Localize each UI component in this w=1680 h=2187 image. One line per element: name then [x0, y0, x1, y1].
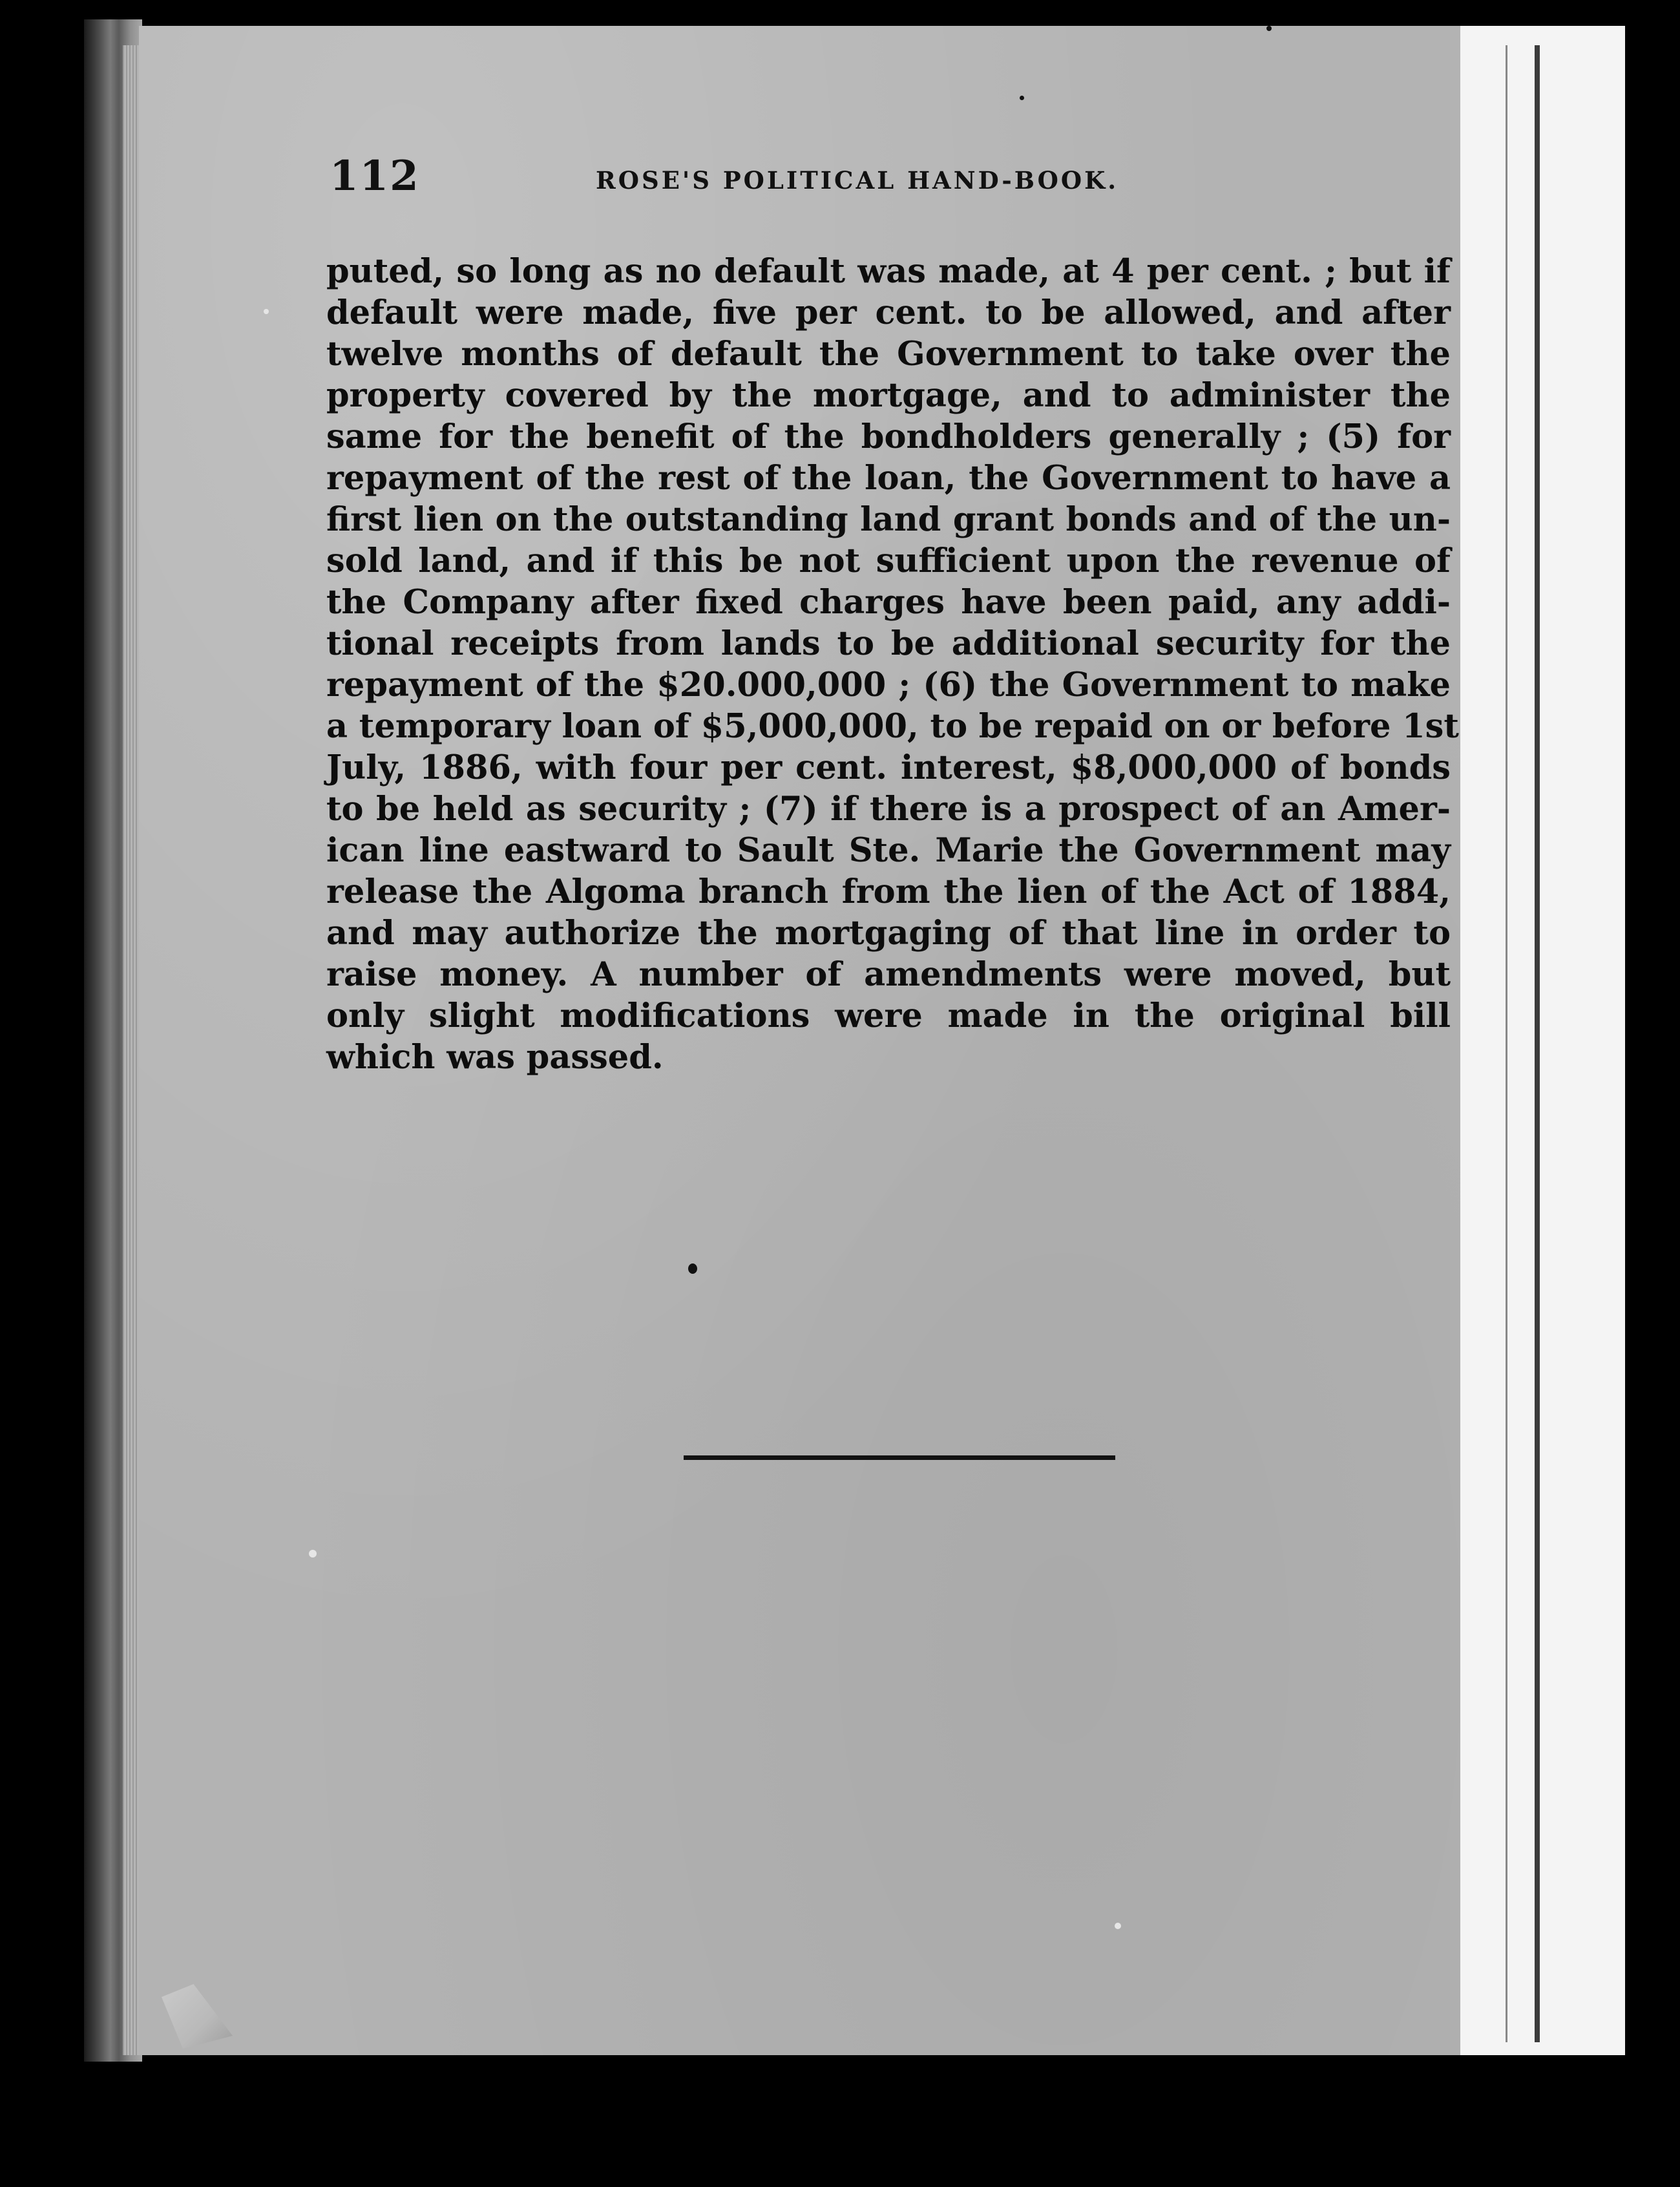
- text-line: puted, so long as no default was made, at 4 per cent. ; but if: [326, 252, 1451, 291]
- text-line: and may authorize the mortgaging of that line in order to: [326, 914, 1451, 953]
- text-line: the Company after fixed charges have been paid, any addi-: [326, 583, 1451, 622]
- body-paragraph: [326, 251, 1459, 1078]
- text-line: to be held as security ; (7) if there is a prospect of an Amer-: [326, 790, 1451, 829]
- text-line: property covered by the mortgage, and to administer the: [326, 376, 1451, 415]
- page-number: 112: [330, 152, 420, 200]
- text-line: release the Algoma branch from the lien of the Act of 1884,: [326, 872, 1451, 911]
- dust-speck: [264, 309, 269, 314]
- text-line: tional receipts from lands to be additional security for the: [326, 624, 1451, 663]
- text-line: July, 1886, with four per cent. interest, $8,000,000 of bonds: [326, 748, 1451, 787]
- running-header: [330, 152, 1467, 210]
- text-line: which was passed.: [326, 1038, 664, 1077]
- text-line: same for the benefit of the bondholders generally ; (5) for: [326, 417, 1451, 456]
- text-line: only slight modifications were made in the original bill: [326, 997, 1451, 1035]
- text-line: first lien on the outstanding land grant bonds and of the un-: [326, 500, 1451, 539]
- text-line: twelve months of default the Government to take over the: [326, 335, 1451, 374]
- ink-speck: [1266, 26, 1272, 31]
- text-line: repayment of the $20.000,000 ; (6) the Government to make: [326, 666, 1451, 704]
- text-line: default were made, five per cent. to be allowed, and after: [326, 293, 1451, 332]
- chapter-end-rule: [684, 1455, 1115, 1460]
- text-line: sold land, and if this be not sufficient upon the revenue of: [326, 542, 1451, 580]
- text-line: a temporary loan of $5,000,000, to be repaid on or before 1st: [326, 707, 1459, 746]
- dust-speck: [309, 1550, 317, 1558]
- text-line: repayment of the rest of the loan, the Government to have a: [326, 459, 1451, 498]
- scan-top-border: [0, 0, 1680, 26]
- gutter-shadow-line: [1535, 45, 1540, 2042]
- running-title: ROSE'S POLITICAL HAND-BOOK.: [596, 166, 1119, 195]
- text-line: ican line eastward to Sault Ste. Marie the Government may: [326, 831, 1451, 870]
- ink-speck: [1020, 96, 1024, 100]
- gutter-fold-line: [1506, 45, 1507, 2042]
- facing-page-gutter: [1460, 26, 1625, 2055]
- ink-speck: [688, 1263, 697, 1274]
- dust-speck: [1115, 1923, 1121, 1929]
- page-edge-stack: [123, 45, 141, 2055]
- text-line: raise money. A number of amendments were moved, but: [326, 955, 1451, 994]
